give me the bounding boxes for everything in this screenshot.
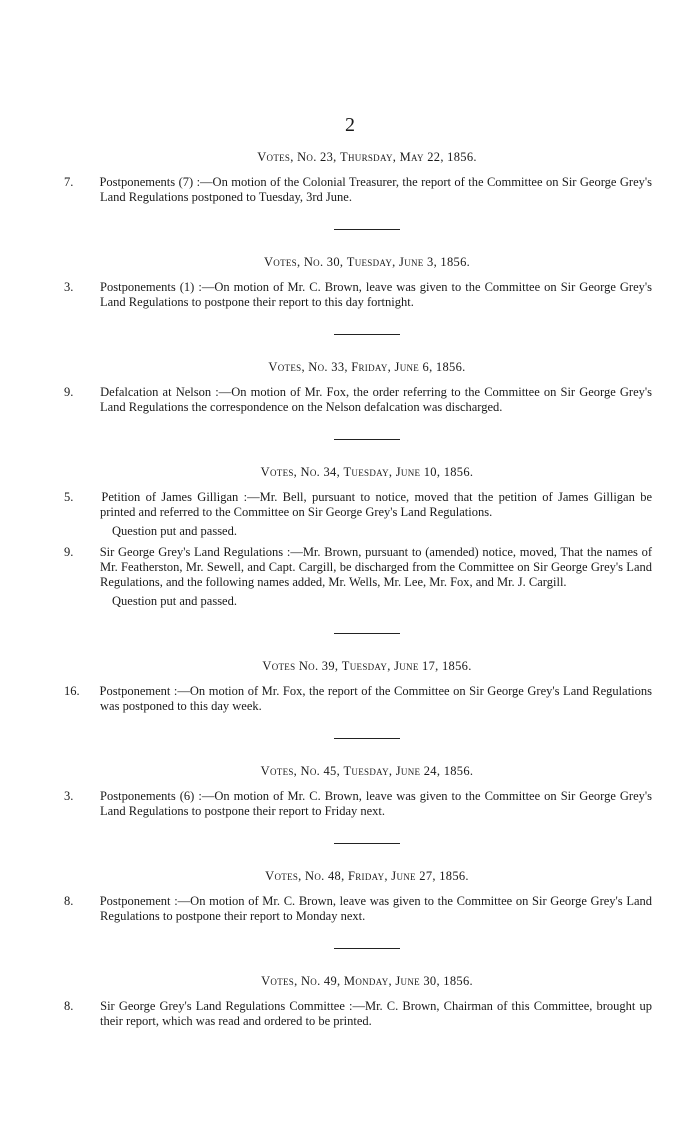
votes-number: Votes, No. 33,	[268, 360, 348, 374]
section-heading	[82, 465, 652, 480]
votes-section	[64, 974, 653, 1029]
votes-number: Votes, No. 48,	[265, 869, 345, 883]
entry-text: Postponements (1) :—On motion of Mr. C. Brown, leave was given to the Committee on Sir George Grey's Land Regulations to postpone their report to this day fortnight.	[100, 280, 652, 309]
entry-number: 7.	[64, 175, 74, 189]
section-heading	[82, 150, 652, 165]
entry-text: Postponements (6) :—On motion of Mr. C. Brown, leave was given to the Committee on Sir George Grey's Land Regulations to postpone their report to Friday next.	[100, 789, 652, 818]
date: June 10, 1856.	[395, 465, 474, 479]
votes-number: Votes, No. 49,	[261, 974, 341, 988]
date: June 6, 1856.	[394, 360, 466, 374]
date: May 22, 1856.	[399, 150, 477, 164]
entry-paragraph	[64, 789, 652, 819]
section-heading	[82, 974, 652, 989]
entry-number: 3.	[64, 280, 74, 294]
entry-text: Postponements (7) :—On motion of the Colonial Treasurer, the report of the Committee on Sir George Grey's Land Regulations postponed to Tuesday, 3rd June.	[99, 175, 652, 204]
votes-number: Votes, No. 45,	[260, 764, 341, 778]
date: June 30, 1856.	[395, 974, 473, 988]
section-heading	[82, 869, 652, 884]
weekday: Monday,	[343, 974, 392, 988]
question-result: Question put and passed.	[112, 594, 237, 608]
weekday: Friday,	[351, 360, 392, 374]
votes-section	[64, 659, 652, 714]
votes-section	[64, 360, 652, 415]
question-result: Question put and passed.	[112, 524, 237, 538]
entry-text: Sir George Grey's Land Regulations :—Mr. Brown, pursuant to (amended) notice, moved, That the names of Mr. Featherston, Mr. Sewell, and Capt. Cargill, be discharged from the Committee on Sir George Grey's Land Regulations, and the following names added, Mr. Wells, Mr. Lee, Mr. Fox, and Mr. J. Cargill.	[99, 545, 652, 589]
section-divider	[334, 948, 400, 949]
entry-number: 3.	[64, 789, 74, 803]
entry-paragraph	[64, 175, 652, 205]
date: June 24, 1856.	[395, 764, 474, 778]
entry-paragraph	[64, 894, 653, 924]
votes-number: Votes No. 39,	[262, 659, 339, 673]
entry-number: 8.	[64, 894, 74, 908]
entry-paragraph	[64, 280, 652, 310]
section-divider	[334, 633, 400, 634]
weekday: Tuesday,	[341, 659, 391, 673]
section-divider	[334, 738, 400, 739]
entry-text: Sir George Grey's Land Regulations Committee :—Mr. C. Brown, Chairman of this Committee, brought up their report, which was read and ordered to be printed.	[100, 999, 653, 1028]
votes-section	[64, 255, 652, 310]
entry-text: Defalcation at Nelson :—On motion of Mr. Fox, the order referring to the Committee on Sir George Grey's Land Regulations the correspondence on the Nelson defalcation was discharged.	[100, 385, 652, 414]
weekday: Thursday,	[340, 150, 397, 164]
date: June 27, 1856.	[391, 869, 469, 883]
entry-number: 5.	[64, 490, 74, 504]
weekday: Tuesday,	[346, 255, 396, 269]
votes-section	[64, 869, 653, 924]
entry-number: 9.	[64, 385, 74, 399]
weekday: Tuesday,	[343, 465, 393, 479]
section-divider	[334, 229, 400, 230]
section-heading	[82, 360, 652, 375]
section-divider	[334, 439, 400, 440]
entry-text: Petition of James Gilligan :—Mr. Bell, pursuant to notice, moved that the petition of James Gilligan be printed and referred to the Committee on Sir George Grey's Land Regulations.	[100, 490, 653, 519]
date: June 3, 1856.	[399, 255, 471, 269]
votes-section	[64, 764, 652, 819]
entry-paragraph	[64, 490, 653, 520]
votes-section	[64, 150, 652, 205]
section-divider	[334, 843, 400, 844]
votes-content	[64, 150, 653, 1033]
date: June 17, 1856.	[394, 659, 472, 673]
entry-paragraph	[64, 545, 652, 590]
entry-paragraph	[64, 999, 653, 1029]
entry-paragraph	[64, 385, 652, 415]
weekday: Friday,	[347, 869, 388, 883]
votes-number: Votes, No. 23,	[257, 150, 337, 164]
votes-section	[64, 465, 653, 609]
votes-number: Votes, No. 34,	[260, 465, 341, 479]
votes-number: Votes, No. 30,	[263, 255, 344, 269]
page-number: 2	[345, 114, 355, 136]
entry-paragraph	[64, 684, 652, 714]
entry-text: Postponement :—On motion of Mr. C. Brown, leave was given to the Committee on Sir George Grey's Land Regulations to postpone their report to Monday next.	[99, 894, 653, 923]
section-divider	[334, 334, 400, 335]
weekday: Tuesday,	[343, 764, 393, 778]
entry-text: Postponement :—On motion of Mr. Fox, the report of the Committee on Sir George Grey's Land Regulations was postponed to this day week.	[99, 684, 652, 713]
section-heading	[82, 764, 652, 779]
section-heading	[82, 255, 652, 270]
section-heading	[82, 659, 652, 674]
entry-number: 8.	[64, 999, 74, 1013]
entry-number: 9.	[64, 545, 74, 559]
entry-number: 16.	[64, 684, 80, 698]
